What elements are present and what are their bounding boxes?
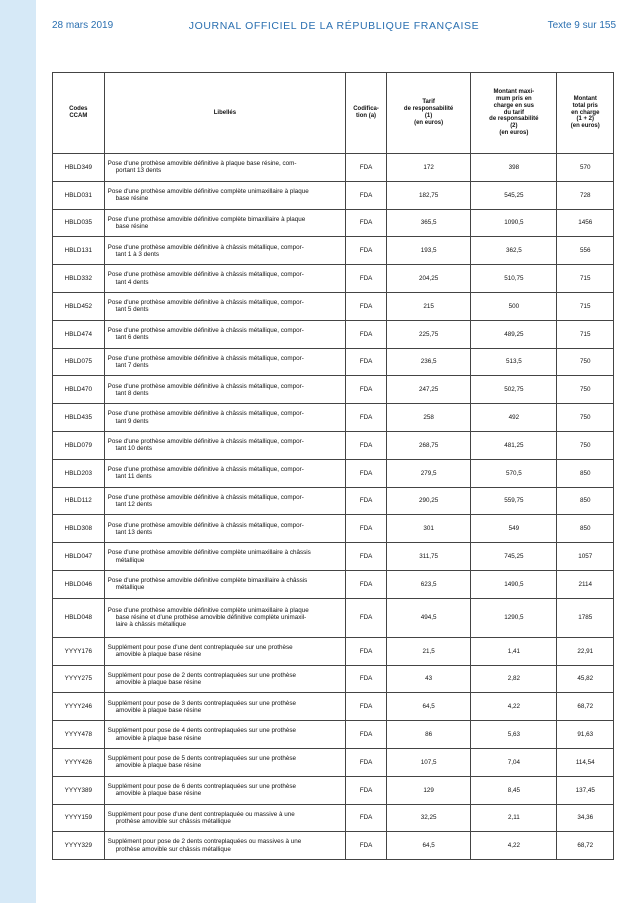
- libelle-line: amovible à plaque base résine: [115, 706, 202, 714]
- cell-montant-total: 1456: [557, 209, 614, 237]
- cell-code: HBLD435: [53, 404, 105, 432]
- cell-montant-total: 68,72: [557, 832, 614, 860]
- cell-montant-maximum: 398: [471, 154, 557, 182]
- cell-tarif: 32,25: [386, 804, 470, 832]
- cell-montant-total: 1785: [557, 598, 614, 637]
- cell-codification: FDA: [346, 487, 387, 515]
- cell-montant-maximum: 489,25: [471, 320, 557, 348]
- cell-montant-total: 715: [557, 292, 614, 320]
- table-row: [53, 181, 614, 209]
- cell-code: HBLD075: [53, 348, 105, 376]
- libelle-line: Supplément pour pose de 3 dents contreplaquées sur une prothèse: [107, 699, 297, 707]
- cell-tarif: 236,5: [386, 348, 470, 376]
- cell-codification: FDA: [346, 237, 387, 265]
- cell-codification: FDA: [346, 543, 387, 571]
- cell-code: YYYY159: [53, 804, 105, 832]
- cell-libelle: [104, 693, 345, 721]
- table-row: [53, 776, 614, 804]
- cell-montant-total: 715: [557, 320, 614, 348]
- cell-libelle: [104, 665, 345, 693]
- cell-libelle: [104, 637, 345, 665]
- cell-code: HBLD047: [53, 543, 105, 571]
- cell-libelle: [104, 348, 345, 376]
- cell-code: HBLD452: [53, 292, 105, 320]
- cell-tarif: 43: [386, 665, 470, 693]
- libelle-line: Pose d'une prothèse amovible définitive à châssis métallique, compor-: [107, 326, 304, 334]
- cell-code: YYYY478: [53, 721, 105, 749]
- cell-tarif: 290,25: [386, 487, 470, 515]
- cell-montant-maximum: 8,45: [471, 776, 557, 804]
- cell-montant-maximum: 2,11: [471, 804, 557, 832]
- cell-tarif: 301: [386, 515, 470, 543]
- cell-code: HBLD112: [53, 487, 105, 515]
- libelle-line: base résine: [115, 222, 149, 230]
- libelle-line: Pose d'une prothèse amovible définitive à châssis métallique, compor-: [107, 438, 304, 446]
- table-row: [53, 404, 614, 432]
- cell-code: HBLD308: [53, 515, 105, 543]
- libelle-line: tant 6 dents: [115, 334, 149, 342]
- libelle-line: Pose d'une prothèse amovible définitive complète unimaxillaire à châssis: [107, 549, 311, 557]
- table-row: [53, 515, 614, 543]
- table-row: [53, 598, 614, 637]
- cell-code: HBLD079: [53, 431, 105, 459]
- table-row: [53, 721, 614, 749]
- table-row: [53, 748, 614, 776]
- libelle-line: Supplément pour pose d'une dent contreplaquée ou massive à une: [107, 810, 295, 818]
- cell-montant-total: 34,36: [557, 804, 614, 832]
- cell-montant-total: 850: [557, 515, 614, 543]
- table-row: [53, 693, 614, 721]
- cell-libelle: [104, 570, 345, 598]
- cell-code: HBLD332: [53, 265, 105, 293]
- cell-libelle: [104, 543, 345, 571]
- libelle-line: Pose d'une prothèse amovible définitive à châssis métallique, compor-: [107, 410, 304, 418]
- table-row: [53, 154, 614, 182]
- cell-codification: FDA: [346, 320, 387, 348]
- table-row: [53, 570, 614, 598]
- cell-montant-total: 22,91: [557, 637, 614, 665]
- cell-montant-total: 556: [557, 237, 614, 265]
- table-row: [53, 487, 614, 515]
- ccam-table: [52, 72, 614, 860]
- cell-montant-total: 114,54: [557, 748, 614, 776]
- cell-tarif: 247,25: [386, 376, 470, 404]
- cell-montant-maximum: 549: [471, 515, 557, 543]
- cell-tarif: 21,5: [386, 637, 470, 665]
- cell-codification: FDA: [346, 515, 387, 543]
- cell-tarif: 623,5: [386, 570, 470, 598]
- cell-libelle: [104, 776, 345, 804]
- cell-montant-total: 850: [557, 487, 614, 515]
- cell-montant-maximum: 4,22: [471, 693, 557, 721]
- cell-libelle: [104, 832, 345, 860]
- cell-libelle: [104, 209, 345, 237]
- cell-tarif: 172: [386, 154, 470, 182]
- cell-codification: FDA: [346, 376, 387, 404]
- cell-montant-maximum: 500: [471, 292, 557, 320]
- cell-tarif: 193,5: [386, 237, 470, 265]
- table-row: [53, 292, 614, 320]
- cell-code: YYYY246: [53, 693, 105, 721]
- table-row: [53, 543, 614, 571]
- cell-libelle: [104, 804, 345, 832]
- table-header-row: [53, 73, 614, 154]
- cell-montant-maximum: 559,75: [471, 487, 557, 515]
- cell-tarif: 279,5: [386, 459, 470, 487]
- libelle-line: Pose d'une prothèse amovible définitive complète bimaxillaire à châssis: [107, 577, 308, 585]
- col-header-tarif: Tarif de responsabilité (1) (en euros): [386, 73, 470, 154]
- cell-codification: FDA: [346, 292, 387, 320]
- cell-codification: FDA: [346, 404, 387, 432]
- libelle-line: Pose d'une prothèse amovible définitive complète unimaxillaire à plaque: [107, 187, 309, 195]
- libelle-line: Pose d'une prothèse amovible définitive à châssis métallique, compor-: [107, 382, 304, 390]
- cell-montant-maximum: 502,75: [471, 376, 557, 404]
- libelle-line: base résine: [115, 195, 149, 203]
- libelle-line: Pose d'une prothèse amovible définitive complète unimaxillaire à plaque: [107, 606, 309, 614]
- cell-montant-maximum: 481,25: [471, 431, 557, 459]
- cell-tarif: 86: [386, 721, 470, 749]
- cell-tarif: 107,5: [386, 748, 470, 776]
- libelle-line: tant 4 dents: [115, 278, 149, 286]
- cell-montant-maximum: 2,82: [471, 665, 557, 693]
- cell-libelle: [104, 237, 345, 265]
- libelle-line: prothèse amovible sur châssis métallique: [115, 817, 231, 825]
- libelle-line: Supplément pour pose d'une dent contreplaquée sur une prothèse: [107, 643, 293, 651]
- cell-montant-maximum: 513,5: [471, 348, 557, 376]
- cell-libelle: [104, 515, 345, 543]
- table-body: [53, 154, 614, 860]
- cell-montant-maximum: 5,63: [471, 721, 557, 749]
- libelle-line: Supplément pour pose de 4 dents contreplaquées sur une prothèse: [107, 727, 297, 735]
- cell-code: HBLD474: [53, 320, 105, 348]
- cell-libelle: [104, 487, 345, 515]
- cell-code: HBLD031: [53, 181, 105, 209]
- libelle-line: amovible à plaque base résine: [115, 762, 202, 770]
- cell-codification: FDA: [346, 721, 387, 749]
- table-row: [53, 376, 614, 404]
- libelle-line: tant 9 dents: [115, 417, 149, 425]
- libelle-line: Supplément pour pose de 2 dents contreplaquées sur une prothèse: [107, 671, 297, 679]
- cell-codification: FDA: [346, 265, 387, 293]
- cell-tarif: 204,25: [386, 265, 470, 293]
- cell-montant-total: 137,45: [557, 776, 614, 804]
- cell-montant-maximum: 7,04: [471, 748, 557, 776]
- cell-code: YYYY389: [53, 776, 105, 804]
- journal-title: JOURNAL OFFICIEL DE LA RÉPUBLIQUE FRANÇAISE: [188, 20, 480, 32]
- table-row: [53, 431, 614, 459]
- cell-code: HBLD035: [53, 209, 105, 237]
- cell-montant-total: 1057: [557, 543, 614, 571]
- cell-montant-total: 45,82: [557, 665, 614, 693]
- cell-codification: FDA: [346, 693, 387, 721]
- libelle-line: tant 13 dents: [115, 528, 153, 536]
- cell-codification: FDA: [346, 748, 387, 776]
- cell-tarif: 494,5: [386, 598, 470, 637]
- libelle-line: Supplément pour pose de 2 dents contreplaquées ou massives à une: [107, 838, 302, 846]
- col-header-libelles: Libellés: [104, 73, 345, 154]
- cell-tarif: 129: [386, 776, 470, 804]
- cell-montant-total: 750: [557, 348, 614, 376]
- libelle-line: Pose d'une prothèse amovible définitive à châssis métallique, compor-: [107, 521, 304, 529]
- cell-libelle: [104, 320, 345, 348]
- table-row: [53, 665, 614, 693]
- cell-libelle: [104, 404, 345, 432]
- cell-codification: FDA: [346, 209, 387, 237]
- libelle-line: Pose d'une prothèse amovible définitive à plaque base résine, com-: [107, 160, 297, 168]
- libelle-line: tant 8 dents: [115, 389, 149, 397]
- cell-montant-total: 2114: [557, 570, 614, 598]
- libelle-line: métallique: [115, 584, 145, 592]
- table-row: [53, 320, 614, 348]
- col-header-montant-total: Montant total pris en charge (1 + 2) (en euros): [557, 73, 614, 154]
- libelle-line: Pose d'une prothèse amovible définitive à châssis métallique, compor-: [107, 243, 304, 251]
- cell-code: YYYY329: [53, 832, 105, 860]
- libelle-line: Pose d'une prothèse amovible définitive à châssis métallique, compor-: [107, 465, 304, 473]
- cell-codification: FDA: [346, 570, 387, 598]
- left-margin-band: [0, 0, 36, 903]
- libelle-line: amovible à plaque base résine: [115, 734, 202, 742]
- libelle-line: Pose d'une prothèse amovible définitive à châssis métallique, compor-: [107, 493, 304, 501]
- cell-montant-maximum: 510,75: [471, 265, 557, 293]
- libelle-line: portant 13 dents: [115, 167, 162, 175]
- col-header-montant-maximum: Montant maxi- mum pris en charge en sus du tarif de responsabilité (2) (en euros): [471, 73, 557, 154]
- cell-montant-total: 750: [557, 431, 614, 459]
- libelle-line: amovible à plaque base résine: [115, 678, 202, 686]
- cell-code: HBLD203: [53, 459, 105, 487]
- cell-montant-maximum: 1290,5: [471, 598, 557, 637]
- cell-codification: FDA: [346, 665, 387, 693]
- cell-codification: FDA: [346, 459, 387, 487]
- cell-code: HBLD470: [53, 376, 105, 404]
- cell-montant-maximum: 1490,5: [471, 570, 557, 598]
- cell-codification: FDA: [346, 832, 387, 860]
- cell-montant-maximum: 362,5: [471, 237, 557, 265]
- cell-libelle: [104, 154, 345, 182]
- libelle-line: Supplément pour pose de 6 dents contreplaquées sur une prothèse: [107, 782, 297, 790]
- header-date: 28 mars 2019: [52, 20, 114, 31]
- cell-code: HBLD046: [53, 570, 105, 598]
- libelle-line: tant 12 dents: [115, 500, 153, 508]
- cell-libelle: [104, 459, 345, 487]
- cell-montant-maximum: 492: [471, 404, 557, 432]
- cell-codification: FDA: [346, 598, 387, 637]
- libelle-line: tant 10 dents: [115, 445, 153, 453]
- cell-tarif: 268,75: [386, 431, 470, 459]
- page-indicator: Texte 9 sur 155: [547, 20, 616, 31]
- cell-codification: FDA: [346, 348, 387, 376]
- libelle-line: Pose d'une prothèse amovible définitive à châssis métallique, compor-: [107, 354, 304, 362]
- cell-tarif: 215: [386, 292, 470, 320]
- cell-libelle: [104, 181, 345, 209]
- cell-tarif: 258: [386, 404, 470, 432]
- table-row: [53, 237, 614, 265]
- cell-tarif: 365,5: [386, 209, 470, 237]
- cell-libelle: [104, 598, 345, 637]
- libelle-line: tant 1 à 3 dents: [115, 250, 160, 258]
- cell-montant-total: 68,72: [557, 693, 614, 721]
- cell-tarif: 64,5: [386, 832, 470, 860]
- libelle-line: amovible à plaque base résine: [115, 790, 202, 798]
- table-row: [53, 637, 614, 665]
- cell-code: YYYY426: [53, 748, 105, 776]
- cell-montant-total: 715: [557, 265, 614, 293]
- cell-code: HBLD131: [53, 237, 105, 265]
- libelle-line: laire à châssis métallique: [115, 621, 187, 629]
- libelle-line: Pose d'une prothèse amovible définitive à châssis métallique, compor-: [107, 271, 304, 279]
- cell-code: HBLD048: [53, 598, 105, 637]
- cell-montant-maximum: 1,41: [471, 637, 557, 665]
- cell-codification: FDA: [346, 804, 387, 832]
- libelle-line: tant 5 dents: [115, 306, 149, 314]
- cell-code: YYYY275: [53, 665, 105, 693]
- cell-tarif: 311,75: [386, 543, 470, 571]
- cell-codification: FDA: [346, 431, 387, 459]
- cell-tarif: 225,75: [386, 320, 470, 348]
- cell-code: HBLD349: [53, 154, 105, 182]
- cell-montant-total: 91,63: [557, 721, 614, 749]
- page-header: [52, 20, 616, 34]
- cell-libelle: [104, 376, 345, 404]
- libelle-line: prothèse amovible sur châssis métallique: [115, 845, 231, 853]
- cell-libelle: [104, 292, 345, 320]
- cell-codification: FDA: [346, 637, 387, 665]
- col-header-codes: Codes CCAM: [53, 73, 105, 154]
- cell-montant-maximum: 1090,5: [471, 209, 557, 237]
- libelle-line: base résine et d'une prothèse amovible définitive complète unimaxil-: [115, 614, 307, 622]
- table-row: [53, 804, 614, 832]
- cell-montant-total: 570: [557, 154, 614, 182]
- cell-libelle: [104, 748, 345, 776]
- libelle-line: métallique: [115, 556, 145, 564]
- libelle-line: amovible à plaque base résine: [115, 651, 202, 659]
- cell-codification: FDA: [346, 154, 387, 182]
- cell-montant-maximum: 570,5: [471, 459, 557, 487]
- libelle-line: Supplément pour pose de 5 dents contreplaquées sur une prothèse: [107, 755, 297, 763]
- libelle-line: tant 7 dents: [115, 361, 149, 369]
- cell-montant-total: 750: [557, 404, 614, 432]
- libelle-line: tant 11 dents: [115, 473, 152, 481]
- table-row: [53, 832, 614, 860]
- cell-codification: FDA: [346, 776, 387, 804]
- cell-libelle: [104, 431, 345, 459]
- cell-code: YYYY176: [53, 637, 105, 665]
- cell-tarif: 182,75: [386, 181, 470, 209]
- table-row: [53, 209, 614, 237]
- table-row: [53, 265, 614, 293]
- cell-montant-maximum: 4,22: [471, 832, 557, 860]
- cell-montant-total: 750: [557, 376, 614, 404]
- libelle-line: Pose d'une prothèse amovible définitive à châssis métallique, compor-: [107, 299, 304, 307]
- cell-libelle: [104, 265, 345, 293]
- cell-libelle: [104, 721, 345, 749]
- cell-montant-total: 728: [557, 181, 614, 209]
- libelle-line: Pose d'une prothèse amovible définitive complète bimaxillaire à plaque: [107, 215, 306, 223]
- col-header-codification: Codifica- tion (a): [346, 73, 387, 154]
- cell-codification: FDA: [346, 181, 387, 209]
- cell-montant-maximum: 545,25: [471, 181, 557, 209]
- cell-tarif: 64,5: [386, 693, 470, 721]
- table-row: [53, 459, 614, 487]
- table-row: [53, 348, 614, 376]
- cell-montant-maximum: 745,25: [471, 543, 557, 571]
- cell-montant-total: 850: [557, 459, 614, 487]
